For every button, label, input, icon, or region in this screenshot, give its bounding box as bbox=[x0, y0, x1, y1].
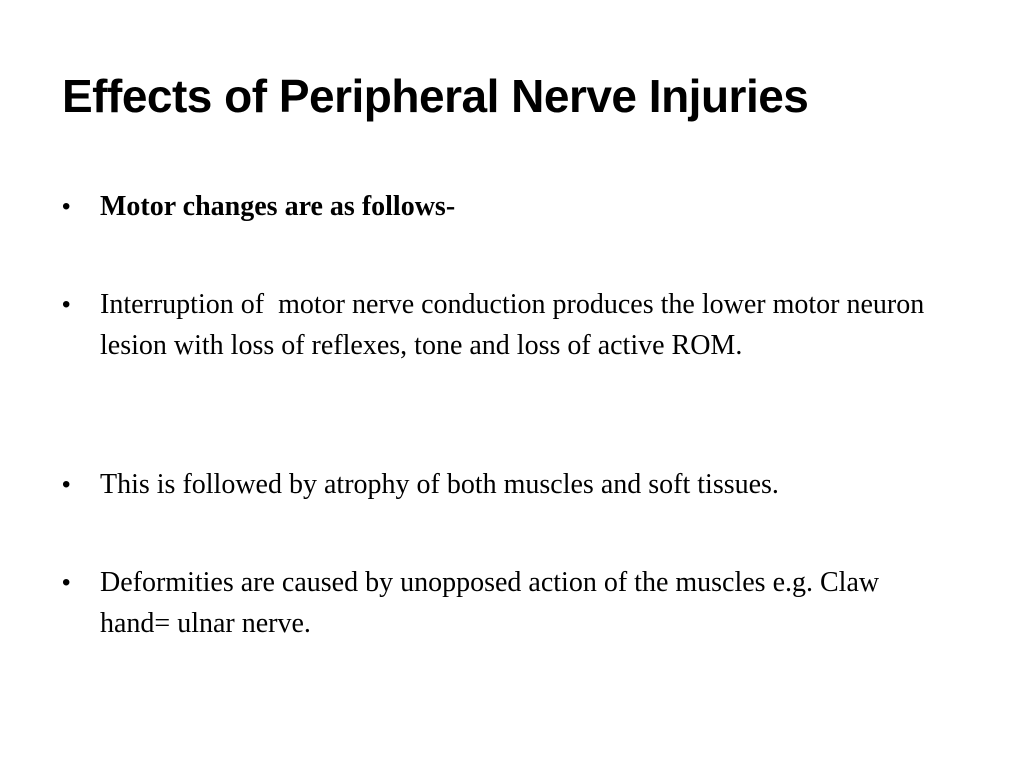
bullet-text: Deformities are caused by unopposed action of the muscles e.g. Claw hand= ulnar nerve. bbox=[100, 567, 880, 639]
bullet-text: Motor changes are as follows- bbox=[100, 191, 456, 222]
bullet-item bbox=[62, 186, 942, 227]
bullet-icon: • bbox=[62, 471, 71, 498]
bullet-text: This is followed by atrophy of both muscles and soft tissues. bbox=[100, 469, 779, 500]
bullet-icon: • bbox=[62, 291, 71, 318]
bullet-icon: • bbox=[62, 569, 71, 596]
bullet-item bbox=[62, 284, 942, 366]
bullet-item bbox=[62, 464, 942, 505]
slide-title: Effects of Peripheral Nerve Injuries bbox=[62, 70, 809, 122]
bullet-item bbox=[62, 562, 942, 644]
bullet-icon: • bbox=[62, 193, 71, 220]
bullet-text: Interruption of motor nerve conduction produces the lower motor neuron lesion with loss of reflexes, tone and loss of active ROM. bbox=[100, 289, 932, 361]
